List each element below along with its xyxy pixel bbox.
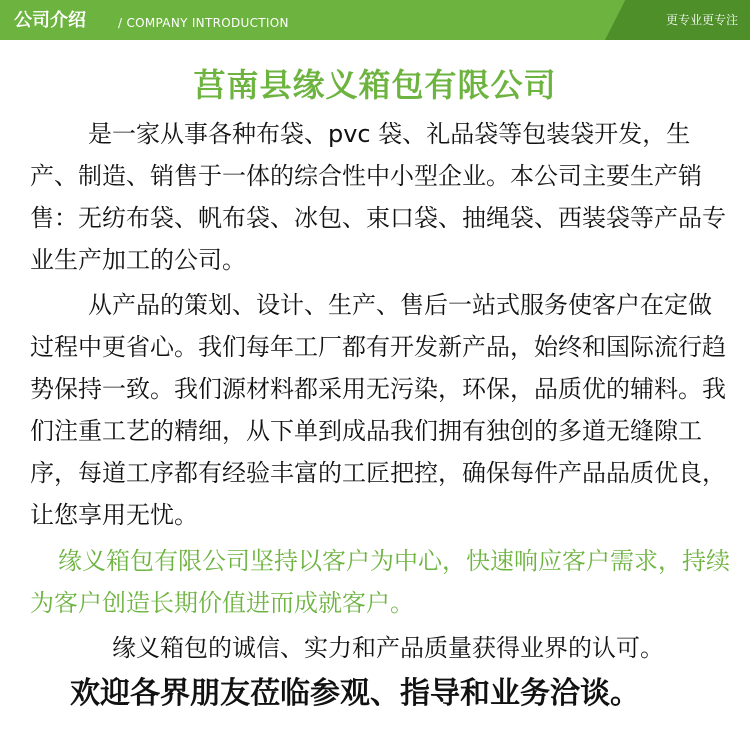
header-bar: [0, 0, 630, 40]
section-subtitle: / COMPANY INTRODUCTION: [118, 16, 289, 30]
company-name: 莒南县缘义箱包有限公司: [193, 66, 557, 104]
service-paragraph: 从产品的策划、设计、生产、售后一站式服务使客户在定做过程中更省心。我们每年工厂都有开发新产品，始终和国际流行趋势保持一致。我们源材料都采用无污染，环保，品质优的辅料。我们注重工艺的精细，从下单到成品我们拥有独创的多道无缝隙工序，每道工序都有经验丰富的工匠把控，确保每件产品品质优良，让您享用无忧。: [30, 291, 726, 529]
welcome-paragraph: 欢迎各界朋友莅临参观、指导和业务洽谈。: [70, 676, 640, 711]
intro-paragraph: 是一家从事各种布袋、pvc 袋、礼品袋等包装袋开发，生产、制造、销售于一体的综合性中小型企业。本公司主要生产销售：无纺布袋、帆布袋、冰包、束口袋、抽绳袋、西装袋等产品专业生产加工的公司。: [30, 120, 726, 274]
header-slogan: 更专业更专注: [665, 13, 738, 27]
section-header: [0, 0, 750, 40]
section-title: 公司介绍: [14, 10, 86, 31]
mission-paragraph: 缘义箱包有限公司坚持以客户为中心，快速响应客户需求，持续为客户创造长期价值进而成就客户。: [30, 547, 730, 617]
recognition-paragraph: 缘义箱包的诚信、实力和产品质量获得业界的认可。: [112, 634, 664, 662]
